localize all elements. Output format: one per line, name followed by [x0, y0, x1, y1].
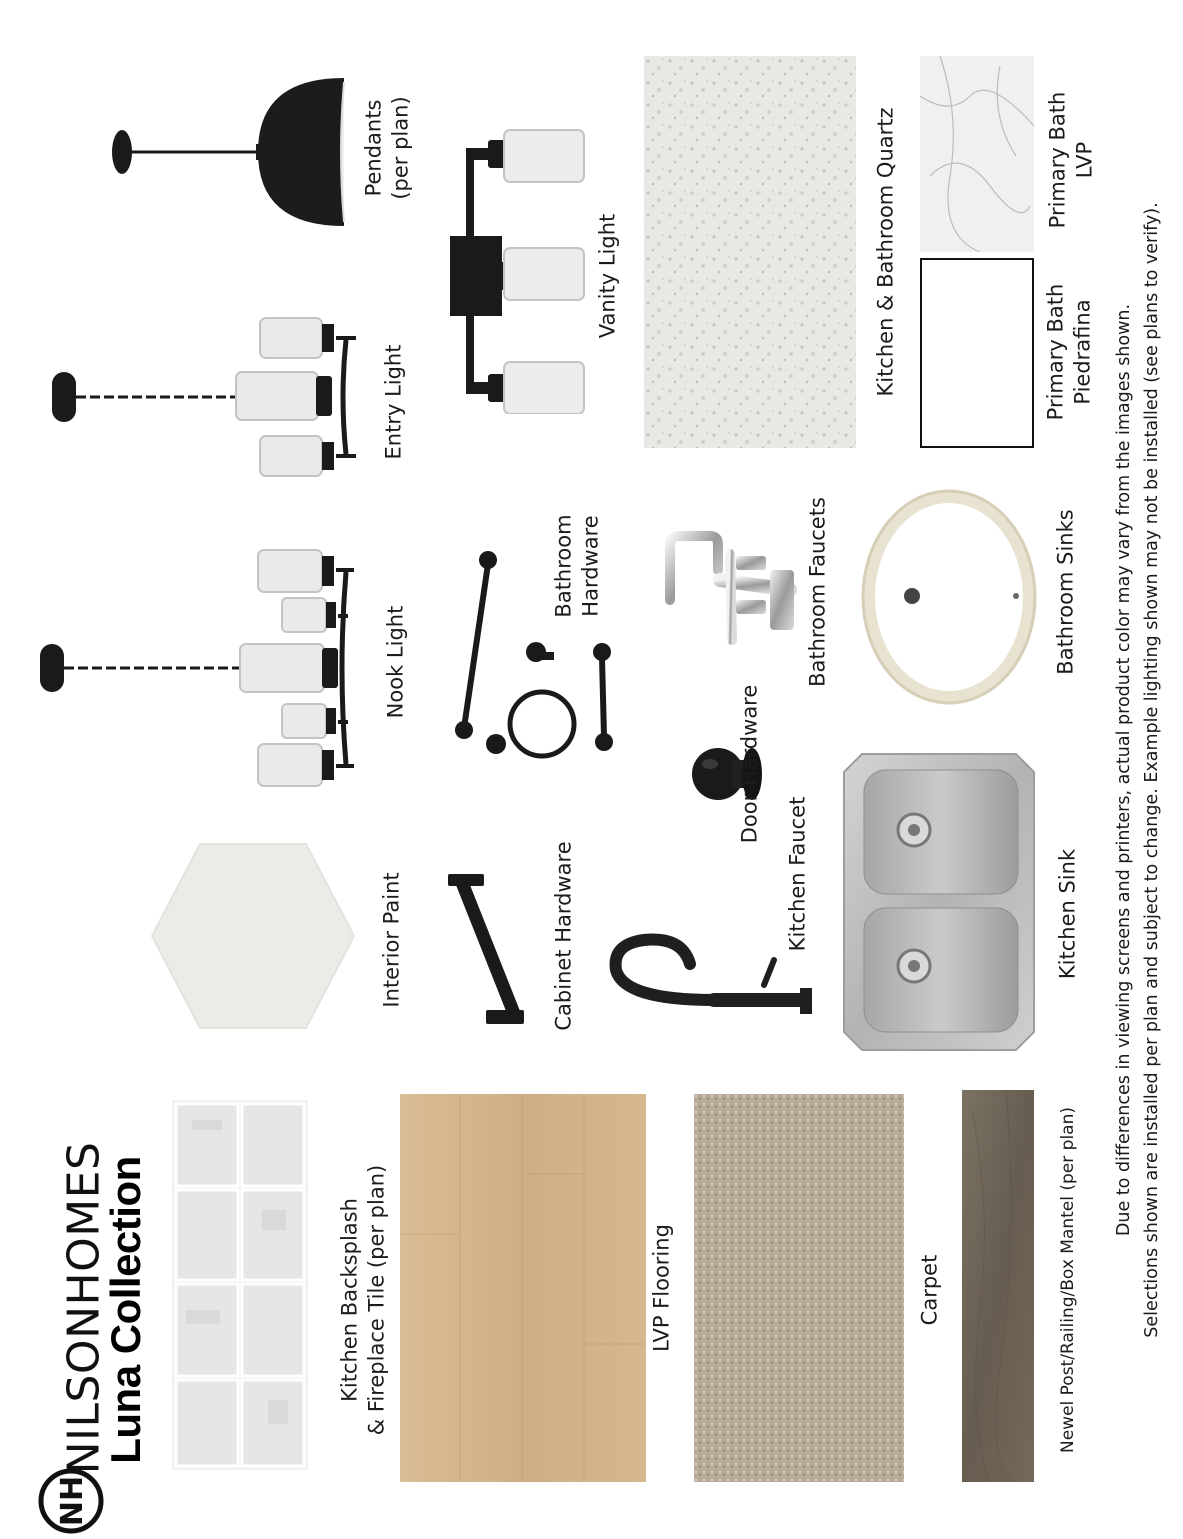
entry-light-label: Entry Light — [381, 344, 406, 460]
kitchen-faucet-image — [604, 930, 814, 1030]
logo-mark — [38, 1468, 104, 1534]
kitchen-backsplash-label: Kitchen Backsplash & Fireplace Tile (per plan) — [337, 1164, 389, 1436]
newel-post-label: Newel Post/Railing/Box Mantel (per plan) — [1057, 1106, 1078, 1454]
primary-bath-lvp-label: Primary Bath LVP — [1045, 91, 1097, 229]
pendant-image — [108, 72, 358, 232]
kitchen-sink-label: Kitchen Sink — [1055, 848, 1080, 980]
lvp-flooring-label: LVP Flooring — [649, 1224, 674, 1352]
cabinet-pull-image — [440, 870, 530, 1030]
cabinet-hardware-label: Cabinet Hardware — [551, 841, 576, 1031]
bathroom-sinks-label: Bathroom Sinks — [1053, 509, 1078, 675]
carpet-label: Carpet — [917, 1254, 942, 1326]
nook-light-image — [36, 540, 358, 796]
bathroom-faucet-image — [650, 530, 800, 660]
entry-light-image — [48, 312, 360, 482]
bathroom-faucets-label: Bathroom Faucets — [805, 497, 830, 687]
bathroom-hardware-label: Bathroom Hardware — [551, 514, 603, 618]
logo-initials: NH — [55, 1475, 90, 1527]
lvp-flooring-swatch — [400, 1094, 646, 1482]
brand-name: NILSONHOMES — [58, 1141, 110, 1475]
primary-bath-piedrafina-swatch — [920, 258, 1034, 448]
disclaimer-line-1: Due to differences in viewing screens and printers, actual product color may vary from the images shown. — [1114, 303, 1134, 1237]
carpet-swatch — [694, 1094, 904, 1482]
interior-paint-label: Interior Paint — [379, 872, 404, 1008]
disclaimer-line-2: Selections shown are installed per plan and subject to change. Example lighting shown may not be installed (see plans to verify). — [1142, 202, 1162, 1338]
door-hardware-label: Door Hardware — [737, 684, 762, 844]
kitchen-sink-image — [842, 752, 1036, 1052]
quartz-swatch — [644, 56, 856, 448]
pendants-label: Pendants (per plan) — [361, 96, 413, 200]
kitchen-bathroom-quartz-label: Kitchen & Bathroom Quartz — [873, 107, 898, 397]
collection-name: Luna Collection — [102, 1156, 149, 1464]
kitchen-faucet-label: Kitchen Faucet — [785, 796, 810, 952]
primary-bath-lvp-swatch — [920, 56, 1034, 252]
vanity-light-label: Vanity Light — [595, 213, 620, 339]
backsplash-tile-swatch — [172, 1100, 308, 1470]
mantel-stain-swatch — [962, 1090, 1034, 1482]
vanity-light-image — [448, 126, 588, 414]
primary-bath-piedrafina-label: Primary Bath Piedrafina — [1043, 283, 1095, 421]
bathroom-sink-image — [858, 486, 1040, 708]
nook-light-label: Nook Light — [383, 605, 408, 719]
interior-paint-swatch — [150, 842, 356, 1030]
